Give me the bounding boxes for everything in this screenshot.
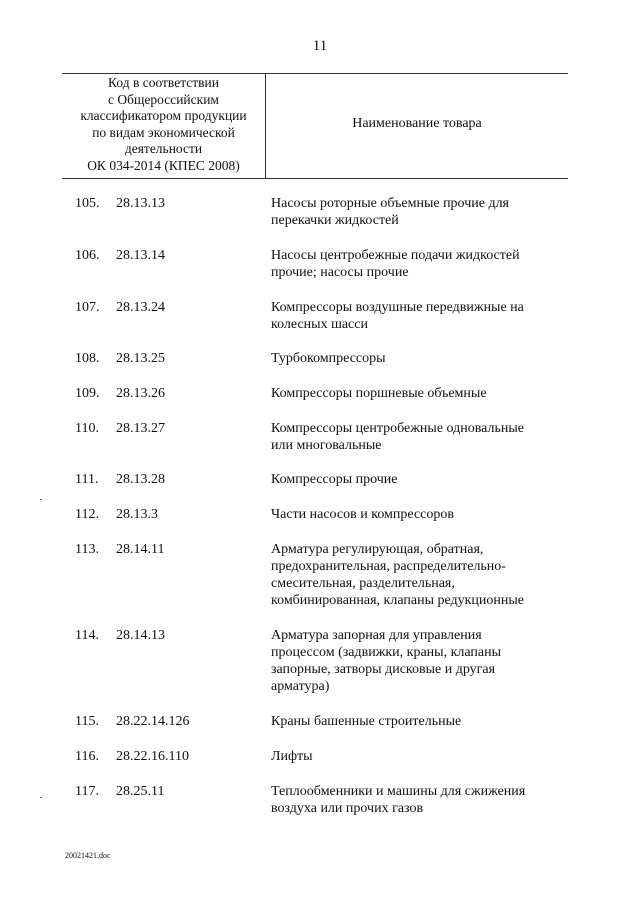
row-name-line: процессом (задвижки, краны, клапаны	[271, 645, 502, 660]
row-code: 28.25.11	[116, 784, 165, 799]
row-code: 28.13.14	[116, 248, 165, 263]
row-code: 28.13.13	[116, 196, 165, 211]
row-name-line: Компрессоры центробежные одновальные	[271, 421, 525, 436]
table-header-bottom-rule	[62, 178, 568, 179]
row-name	[271, 541, 571, 609]
header-code-line: ОК 034-2014 (КПЕС 2008)	[87, 157, 240, 173]
row-name-line: Компрессоры поршневые объемные	[271, 386, 487, 401]
row-name-line: Лифты	[271, 749, 313, 764]
row-number: 110.	[75, 421, 99, 436]
row-name	[271, 350, 571, 367]
row-name	[271, 385, 571, 402]
row-name	[271, 748, 571, 765]
row-name	[271, 195, 571, 229]
row-number: 112.	[75, 507, 99, 522]
footer-filename: 20021421.doc	[65, 851, 111, 860]
table-header-top-rule	[62, 73, 568, 74]
row-name-line: колесных шасси	[271, 317, 368, 332]
row-name	[271, 247, 571, 281]
row-number: 108.	[75, 351, 100, 366]
row-code: 28.13.25	[116, 351, 165, 366]
row-name	[271, 713, 571, 730]
row-name-line: Арматура регулирующая, обратная,	[271, 542, 484, 557]
header-code-line: по видам экономической	[92, 124, 235, 140]
row-number: 116.	[75, 749, 99, 764]
row-name	[271, 506, 571, 523]
row-number: 106.	[75, 248, 100, 263]
row-name-line: арматура)	[271, 679, 330, 694]
row-name-line: Компрессоры прочие	[271, 472, 398, 487]
row-name-line: воздуха или прочих газов	[271, 801, 424, 816]
row-name	[271, 471, 571, 488]
row-code: 28.13.3	[116, 507, 158, 522]
row-name	[271, 627, 571, 695]
row-name-line: предохранительная, распределительно-	[271, 559, 506, 574]
scan-speck	[40, 499, 42, 500]
page-number: 11	[312, 38, 328, 54]
header-name-column: Наименование товара	[352, 116, 482, 131]
row-number: 115.	[75, 714, 99, 729]
row-name-line: прочие; насосы прочие	[271, 265, 409, 280]
header-code-line: деятельности	[124, 141, 203, 157]
row-code: 28.13.24	[116, 300, 165, 315]
row-name-line: Части насосов и компрессоров	[271, 507, 454, 522]
row-name-line: Турбокомпрессоры	[271, 351, 386, 366]
row-name-line: Компрессоры воздушные передвижные на	[271, 300, 524, 315]
row-code: 28.22.16.110	[116, 749, 189, 764]
row-number: 117.	[75, 784, 99, 799]
scan-speck	[40, 797, 42, 798]
row-name-line: Насосы роторные объемные прочие для	[271, 196, 509, 211]
row-name-line: Теплообменники и машины для сжижения	[271, 784, 526, 799]
row-number: 107.	[75, 300, 100, 315]
row-name-line: Краны башенные строительные	[271, 714, 462, 729]
header-code-line: классификатором продукции	[80, 108, 247, 124]
row-number: 109.	[75, 386, 100, 401]
header-code-column	[62, 75, 265, 175]
row-number: 113.	[75, 542, 99, 557]
row-name	[271, 783, 571, 817]
row-number: 105.	[75, 196, 100, 211]
row-code: 28.13.26	[116, 386, 165, 401]
row-name	[271, 420, 571, 454]
row-name-line: комбинированная, клапаны редукционные	[271, 593, 525, 608]
row-name-line: Насосы центробежные подачи жидкостей	[271, 248, 520, 263]
row-number: 111.	[75, 472, 99, 487]
row-code: 28.22.14.126	[116, 714, 190, 729]
row-name-line: запорные, затворы дисковые и другая	[271, 662, 496, 677]
header-code-line: с Общероссийским	[108, 91, 219, 107]
row-name	[271, 299, 571, 333]
row-number: 114.	[75, 628, 99, 643]
row-code: 28.14.11	[116, 542, 165, 557]
row-code: 28.13.28	[116, 472, 165, 487]
row-name-line: перекачки жидкостей	[271, 213, 399, 228]
row-code: 28.13.27	[116, 421, 165, 436]
header-code-line: Код в соответствии	[108, 75, 219, 90]
row-code: 28.14.13	[116, 628, 165, 643]
row-name-line: смесительная, разделительная,	[271, 576, 455, 591]
row-name-line: Арматура запорная для управления	[271, 628, 482, 643]
row-name-line: или многовальные	[271, 438, 382, 453]
